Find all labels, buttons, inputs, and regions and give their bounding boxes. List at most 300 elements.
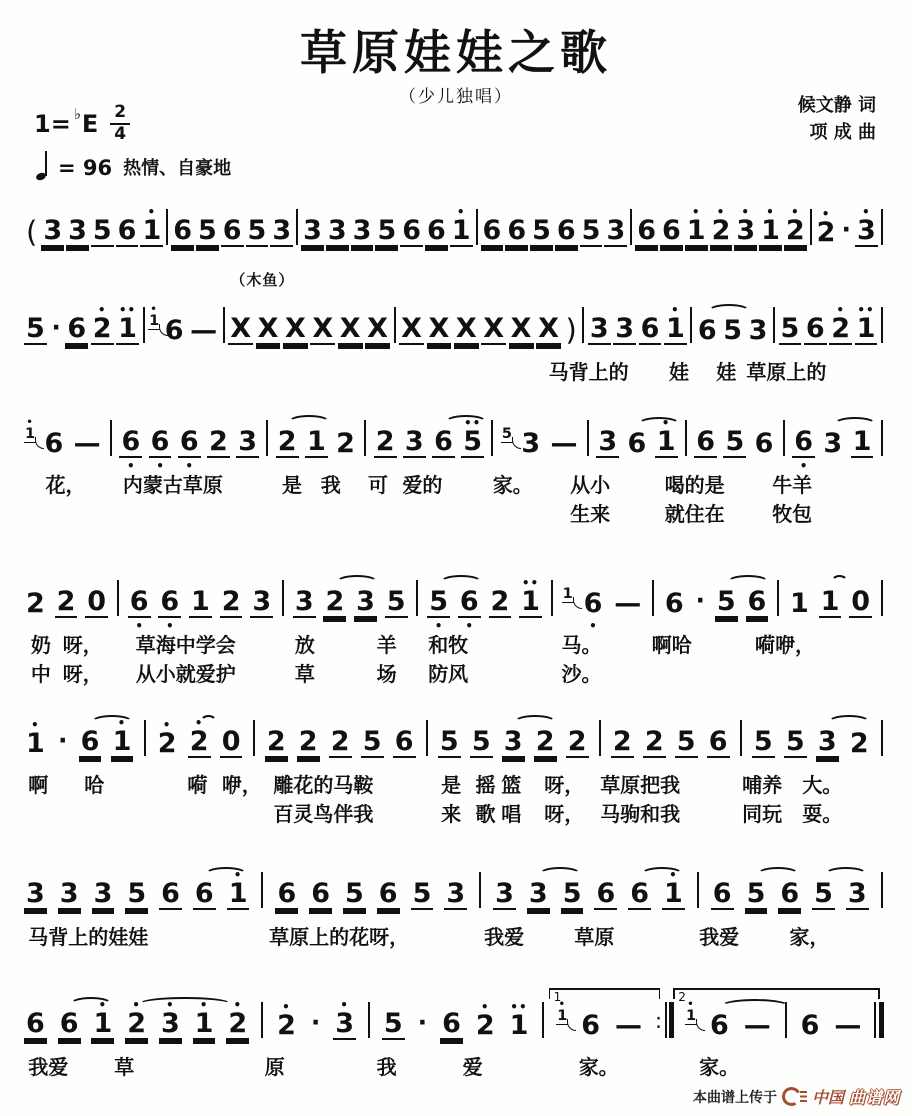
barline — [117, 580, 119, 616]
note-glyph: 1 — [194, 1007, 214, 1039]
octave-dot-above: • — [456, 204, 466, 219]
octave-dot-above: •• — [510, 999, 528, 1014]
note — [519, 427, 542, 459]
note-glyph: 6 — [67, 312, 87, 344]
note-glyph: 1 — [761, 214, 780, 246]
grace-note — [148, 303, 160, 330]
barline — [296, 209, 298, 245]
lyric-syllable: 咿， — [221, 775, 262, 797]
slur — [828, 715, 870, 729]
lyric-syllable: 百灵鸟伴我 — [273, 804, 374, 826]
note-glyph: 5 — [746, 877, 766, 909]
octave-dot-above: • — [836, 302, 845, 317]
note — [119, 425, 142, 473]
note-glyph: 5 — [501, 425, 512, 442]
barline — [652, 580, 654, 616]
note-glyph: 2 — [325, 585, 345, 617]
octave-dot-below: • — [127, 459, 135, 473]
lyric-row — [24, 658, 884, 685]
lyric-syllable: 呀， — [62, 635, 103, 657]
note — [855, 302, 878, 345]
note — [481, 214, 504, 247]
watermark-credit — [693, 1085, 900, 1108]
note-glyph: 3 — [59, 877, 79, 909]
notes-row — [24, 568, 884, 633]
octave-dot-above: • — [716, 204, 726, 219]
note-glyph: 6 — [427, 214, 446, 246]
note-glyph: 3 — [160, 1007, 180, 1039]
upload-text: 本曲谱上传于 — [692, 1089, 777, 1106]
note-glyph: 6 — [164, 314, 184, 346]
note — [246, 214, 269, 247]
octave-dot-above: • — [821, 206, 831, 221]
note-glyph: ) — [565, 312, 577, 347]
note — [474, 999, 497, 1041]
note — [400, 214, 423, 247]
note — [275, 999, 298, 1041]
barline — [630, 209, 632, 245]
note — [788, 587, 811, 619]
lyric-syllable: 我爱 — [484, 927, 525, 949]
duration-dash — [613, 1009, 644, 1041]
augmentation-dot — [694, 585, 708, 615]
lyric-row — [24, 769, 884, 796]
note-glyph: 1 — [820, 585, 840, 617]
note — [851, 425, 874, 458]
note-glyph: 1 — [118, 312, 137, 344]
note — [305, 425, 328, 458]
note — [685, 204, 708, 247]
note-glyph: 6 — [780, 877, 800, 909]
note — [534, 725, 557, 758]
note — [111, 715, 134, 758]
note — [792, 425, 815, 473]
barline — [144, 720, 146, 756]
note-glyph: 2 — [266, 725, 286, 757]
note — [156, 717, 179, 759]
note-glyph: 1 — [25, 425, 36, 442]
note — [171, 214, 194, 247]
note — [561, 877, 584, 910]
key-signature — [34, 104, 130, 144]
note — [664, 302, 687, 345]
note — [91, 214, 114, 247]
lyric-syllable: 草 — [294, 664, 315, 686]
note — [24, 877, 47, 910]
octave-dot-above: • — [233, 997, 243, 1012]
note — [662, 867, 685, 910]
barline — [282, 580, 284, 616]
note-glyph: 5 — [412, 877, 432, 909]
note — [502, 725, 525, 758]
barline — [881, 420, 883, 456]
duration-dash — [72, 427, 103, 459]
time-bottom: 4 — [114, 123, 127, 144]
note-glyph: X — [339, 312, 361, 344]
note — [275, 877, 298, 910]
note — [639, 312, 662, 345]
note-glyph: 1 — [856, 312, 876, 344]
note-glyph: 6 — [459, 585, 479, 617]
note — [711, 877, 734, 910]
augmentation-dot — [49, 312, 63, 342]
note-glyph: — — [614, 587, 642, 619]
octave-dot-above: • — [26, 416, 34, 428]
lyric-row — [24, 921, 884, 948]
slur — [831, 575, 848, 589]
note-glyph: 1 — [664, 877, 683, 909]
lyric-syllable: 我 — [376, 1057, 397, 1079]
note — [580, 214, 603, 247]
note-glyph: · — [310, 1007, 321, 1037]
note — [432, 425, 455, 458]
composer-credit: 项 成 曲 — [809, 122, 876, 143]
note-glyph: 1 — [521, 585, 540, 617]
thick-bar — [879, 1002, 884, 1038]
note — [655, 415, 678, 458]
lyric-syllable: 场 — [376, 664, 397, 686]
notation-line — [24, 197, 884, 247]
barline — [261, 1002, 263, 1038]
note-glyph: 2 — [277, 425, 297, 457]
lyric-syllable: 爱 — [462, 1057, 483, 1079]
note-glyph: 3 — [521, 427, 541, 459]
note — [178, 425, 201, 473]
note-glyph: 1 — [562, 585, 573, 602]
note-glyph: 6 — [507, 214, 527, 246]
octave-dot-below: • — [156, 459, 164, 473]
note — [270, 214, 293, 247]
notation-line — [24, 860, 884, 948]
note-glyph: 6 — [596, 877, 616, 909]
note — [821, 427, 844, 459]
note-glyph: 3 — [748, 314, 768, 346]
note-glyph: X — [455, 312, 477, 344]
barline — [266, 420, 268, 456]
note — [799, 1009, 822, 1041]
note — [85, 585, 108, 618]
note-glyph: 6 — [194, 877, 214, 909]
note — [301, 214, 324, 247]
note — [354, 585, 377, 618]
octave-dot-above: • — [691, 204, 701, 219]
note — [91, 302, 114, 345]
barline — [368, 1002, 370, 1038]
note-glyph: 2 — [56, 585, 76, 617]
octave-dot-below: • — [185, 459, 194, 473]
note — [361, 725, 384, 758]
note-glyph: 1 — [509, 1009, 529, 1041]
lyric-syllable: 原 — [264, 1057, 285, 1079]
note — [42, 427, 65, 459]
note-glyph: 2 — [475, 1009, 495, 1041]
lyric-syllable: 防风 — [428, 664, 469, 686]
lyric-syllable: 羊 — [376, 635, 397, 657]
note — [343, 877, 366, 910]
parenthesis — [24, 214, 39, 249]
note — [846, 877, 869, 910]
note — [116, 214, 139, 247]
note-glyph: 0 — [221, 725, 241, 757]
site-name-cn: 中国 — [811, 1088, 844, 1107]
flat-icon: ♭ — [73, 104, 81, 123]
note — [125, 997, 148, 1040]
note — [715, 585, 738, 618]
notes-row — [24, 271, 884, 347]
note-glyph: 5 — [439, 725, 459, 757]
octave-dot-above: • — [558, 998, 566, 1010]
note — [784, 725, 807, 758]
note — [566, 725, 589, 758]
note — [323, 585, 346, 618]
note-glyph: 2 — [228, 1007, 248, 1039]
note-glyph: 1 — [686, 214, 706, 246]
note-glyph: 6 — [581, 1009, 601, 1041]
note-glyph: 5 — [362, 725, 382, 757]
note — [508, 999, 531, 1041]
grace-note — [501, 427, 513, 443]
octave-dot-above: • — [98, 997, 108, 1012]
note — [140, 204, 163, 247]
lyric-syllable: 呀， — [62, 664, 103, 686]
percussion-note — [256, 312, 281, 345]
note — [555, 214, 578, 247]
note-glyph: 5 — [780, 312, 800, 344]
notation-line — [24, 408, 884, 525]
octave-dot-above: • — [861, 204, 871, 219]
note-glyph: 1 — [228, 877, 248, 909]
note — [849, 585, 872, 618]
note-glyph: 6 — [173, 214, 192, 246]
note — [188, 715, 211, 758]
note — [24, 717, 47, 759]
tempo-expression: 热情、自豪地 — [123, 158, 232, 179]
note — [207, 425, 230, 458]
note-glyph: 0 — [87, 585, 107, 617]
note — [721, 314, 744, 346]
lyric-syllable: 家， — [789, 927, 830, 949]
note-glyph: 1 — [665, 312, 685, 344]
note-glyph: 2 — [375, 425, 395, 457]
note-glyph: 3 — [404, 425, 424, 457]
lyric-syllable: 草 — [114, 1057, 135, 1079]
credits — [798, 92, 876, 146]
lyric-syllable: 草原上的花呀， — [269, 927, 410, 949]
lyric-syllable: 同玩 — [742, 804, 783, 826]
page-title: 草原娃娃之歌 — [300, 28, 612, 80]
note-glyph: 3 — [43, 214, 63, 246]
note-glyph: 6 — [664, 587, 684, 619]
note — [450, 204, 473, 247]
note — [326, 214, 349, 247]
note-glyph: 1 — [149, 312, 160, 329]
note-glyph: 1 — [142, 214, 162, 246]
augmentation-dot — [309, 1007, 323, 1037]
note-glyph: 5 — [383, 1007, 403, 1039]
lyric-syllable: 沙。 — [561, 664, 602, 686]
note-glyph: ( — [26, 214, 38, 249]
note-glyph: 3 — [847, 877, 867, 909]
augmentation-dot — [56, 725, 70, 755]
notes-row — [24, 708, 884, 758]
note-glyph: 6 — [709, 1009, 729, 1041]
note-glyph: 5 — [532, 214, 551, 246]
note — [815, 206, 838, 248]
volta-number: 1 — [553, 990, 562, 1004]
duration-dash — [832, 1009, 863, 1041]
note — [438, 725, 461, 758]
lyric-syllable: 草原上的 — [746, 362, 827, 384]
barline — [810, 209, 812, 245]
note-glyph: 6 — [277, 877, 297, 909]
key-prefix: 1= — [34, 109, 71, 138]
duration-dash — [742, 1009, 773, 1041]
note-glyph: 1 — [790, 587, 809, 619]
note — [128, 585, 151, 633]
note-glyph: 5 — [725, 425, 745, 457]
note-glyph: X — [257, 312, 279, 344]
note-glyph: 6 — [117, 214, 137, 246]
lyric-syllable: 生来 — [570, 504, 611, 526]
note — [221, 214, 244, 247]
lyric-syllable: 哺养 — [742, 775, 783, 797]
note — [411, 877, 434, 910]
note-glyph: 2 — [785, 214, 805, 246]
octave-dot-below: • — [589, 619, 597, 633]
lyric-syllable: 草原把我 — [600, 775, 681, 797]
instrument-annotation: （木鱼） — [230, 271, 295, 289]
note-glyph: 6 — [378, 877, 398, 909]
note-glyph: 2 — [831, 312, 851, 344]
note-glyph: 6 — [627, 427, 647, 459]
note-glyph: 6 — [583, 587, 603, 619]
lyric-syllable: 耍。 — [802, 804, 843, 826]
note-glyph: X — [312, 312, 334, 344]
note-glyph: 2 — [644, 725, 664, 757]
volta-number: 2 — [678, 990, 686, 1004]
octave-dot-below: • — [165, 619, 174, 633]
barline — [685, 420, 687, 456]
lyric-syllable: 马背上的 — [548, 362, 629, 384]
parenthesis — [563, 312, 578, 347]
note-glyph: X — [428, 312, 450, 344]
note-glyph: 6 — [160, 585, 180, 617]
note-glyph: X — [510, 312, 532, 344]
lyric-row — [24, 798, 884, 825]
note — [91, 997, 114, 1040]
note — [759, 204, 782, 247]
note — [351, 214, 374, 247]
lyric-syllable: 草原 — [574, 927, 615, 949]
percussion-note — [228, 312, 253, 345]
thin-bar — [874, 1002, 876, 1038]
barline — [881, 209, 883, 245]
note-glyph: 6 — [59, 1007, 79, 1039]
octave-dot-above: • — [162, 717, 172, 732]
note-glyph: 6 — [80, 725, 100, 757]
notes-row — [24, 408, 884, 473]
note-glyph: 5 — [716, 585, 736, 617]
note — [635, 214, 658, 247]
octave-dot-above: • — [766, 204, 775, 219]
note — [444, 877, 467, 910]
lyric-syllable: 呀， — [544, 804, 585, 826]
note — [220, 725, 243, 758]
lyric-syllable: 啊哈 — [651, 635, 692, 657]
grace-note — [562, 587, 574, 603]
note — [440, 1007, 463, 1040]
barline — [416, 580, 418, 616]
lyric-syllable: 娃 — [716, 362, 737, 384]
note-glyph: 6 — [161, 877, 180, 909]
note — [594, 877, 617, 910]
note-glyph: 6 — [311, 877, 331, 909]
grace-connector — [696, 1019, 705, 1031]
grace-connector — [567, 1019, 576, 1031]
note-glyph: 5 — [676, 725, 696, 757]
notes-row — [24, 197, 884, 247]
note-glyph: 6 — [442, 1007, 461, 1039]
note-glyph: 6 — [637, 214, 657, 246]
note — [149, 425, 172, 473]
note-glyph: 2 — [189, 725, 209, 757]
note — [708, 1009, 731, 1041]
note-glyph: 2 — [612, 725, 632, 757]
note-glyph: 6 — [630, 877, 650, 909]
note-glyph: 1 — [306, 425, 326, 457]
note-glyph: 3 — [26, 877, 45, 909]
barline — [881, 580, 883, 616]
note — [309, 877, 332, 910]
note-glyph: — — [615, 1009, 642, 1041]
note — [458, 585, 481, 633]
note — [334, 427, 357, 459]
octave-dot-below: • — [799, 459, 808, 473]
note — [41, 214, 64, 247]
note-glyph: 1 — [26, 727, 45, 759]
note-glyph: — — [550, 427, 578, 459]
note-glyph: 1 — [852, 425, 872, 457]
duration-dash — [549, 427, 580, 459]
lyric-syllable: 草海中学会 — [135, 635, 236, 657]
note-glyph: 3 — [272, 214, 292, 246]
lyric-syllable: 内蒙古草原 — [122, 475, 223, 497]
note — [66, 214, 89, 247]
note — [745, 877, 768, 910]
note — [723, 425, 746, 458]
barline — [476, 209, 478, 245]
lyric-syllable: 雕花的马鞍 — [273, 775, 374, 797]
barline — [143, 307, 145, 343]
percussion-note — [454, 312, 479, 345]
lyric-syllable: 牛羊 — [772, 475, 813, 497]
note — [519, 575, 542, 618]
note-glyph: 6 — [696, 425, 716, 457]
note — [694, 425, 717, 458]
octave-dot-above: • — [480, 999, 490, 1014]
barline — [690, 307, 692, 343]
percussion-note — [536, 312, 561, 345]
barline — [253, 720, 255, 756]
slur — [138, 997, 232, 1011]
grace-note — [24, 416, 36, 443]
note — [628, 877, 651, 910]
note-glyph: 5 — [753, 725, 773, 757]
barline — [261, 872, 263, 908]
note — [58, 877, 81, 910]
note-glyph: · — [695, 585, 706, 615]
note-glyph: X — [483, 312, 505, 344]
